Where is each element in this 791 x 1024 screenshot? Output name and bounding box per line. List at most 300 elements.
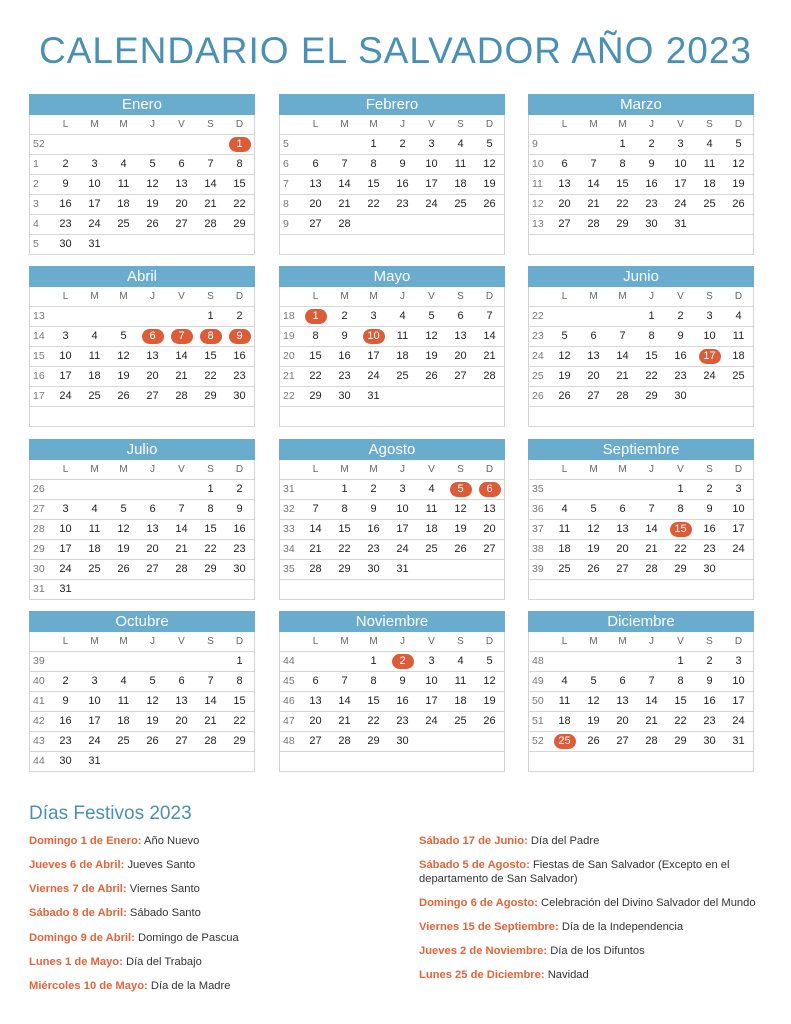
day-cell [695,387,724,407]
day-cell: 25 [80,387,109,407]
month-name: Marzo [528,94,754,115]
day-cell: 4 [724,307,753,327]
week-number: 18 [280,307,301,327]
day-cell: 19 [138,712,167,732]
day-cell [550,652,579,672]
day-cell: 30 [637,215,666,235]
day-cell: 26 [446,540,475,560]
day-cell: 30 [225,387,254,407]
day-cell: 4 [417,480,446,500]
day-cell [475,752,504,772]
day-cell: 13 [301,692,330,712]
holiday-day [167,327,196,347]
week-number-header [280,632,301,652]
week-number: 17 [30,387,51,407]
day-cell: 30 [666,387,695,407]
day-cell [475,560,504,580]
week-number: 31 [30,580,51,600]
day-cell [724,560,753,580]
week-number-header [30,287,51,307]
day-cell [330,752,359,772]
day-cell: 28 [196,732,225,752]
day-cell [637,652,666,672]
day-cell: 8 [359,155,388,175]
day-cell: 7 [579,155,608,175]
holiday-date: Sábado 17 de Junio: [419,835,528,847]
weekday-label: S [446,115,475,135]
day-cell: 21 [301,540,330,560]
day-cell: 12 [724,155,753,175]
day-cell: 12 [138,692,167,712]
holiday-day [138,327,167,347]
day-cell: 13 [167,692,196,712]
day-cell: 14 [637,692,666,712]
day-cell: 2 [225,480,254,500]
day-cell: 11 [695,155,724,175]
month-calendar [29,439,255,600]
day-cell [724,215,753,235]
month-name: Enero [29,94,255,115]
holiday-day [550,732,579,752]
day-cell [167,407,196,427]
day-cell: 8 [608,155,637,175]
holiday-day [196,327,225,347]
day-cell: 31 [80,752,109,772]
month-grid [528,632,754,772]
day-cell: 10 [80,175,109,195]
day-cell: 20 [301,712,330,732]
month-name: Julio [29,439,255,460]
weekday-label: S [695,287,724,307]
day-cell: 3 [51,327,80,347]
holiday-entry [29,834,399,848]
day-cell: 13 [138,347,167,367]
day-cell: 3 [51,500,80,520]
day-cell [167,752,196,772]
day-cell: 11 [550,520,579,540]
weekday-label: M [330,460,359,480]
day-cell [51,407,80,427]
holiday-date: Viernes 7 de Abril: [29,883,127,895]
day-cell [301,407,330,427]
day-cell: 23 [359,540,388,560]
day-cell [138,235,167,255]
day-cell: 11 [550,692,579,712]
day-cell: 30 [359,560,388,580]
day-cell [301,580,330,600]
holiday-description: Día de los Difuntos [550,945,645,957]
day-cell: 3 [417,652,446,672]
day-cell: 25 [80,560,109,580]
holiday-marker: 9 [229,329,251,344]
day-cell: 31 [80,235,109,255]
day-cell [475,235,504,255]
weekday-label: V [167,115,196,135]
day-cell: 24 [51,560,80,580]
weekday-label: D [475,287,504,307]
month-calendar [528,94,754,255]
holiday-entry [419,968,779,982]
day-cell [446,387,475,407]
week-number-header [529,460,550,480]
day-cell [167,135,196,155]
day-cell: 17 [388,520,417,540]
day-cell: 29 [330,560,359,580]
weekday-label: L [301,632,330,652]
week-number: 47 [280,712,301,732]
day-cell [608,652,637,672]
day-cell: 13 [475,500,504,520]
day-cell: 3 [80,672,109,692]
day-cell [196,407,225,427]
day-cell: 21 [637,540,666,560]
day-cell: 28 [330,732,359,752]
day-cell: 24 [80,215,109,235]
day-cell [330,235,359,255]
week-number: 21 [280,367,301,387]
day-cell [446,215,475,235]
week-number: 33 [280,520,301,540]
day-cell: 22 [666,712,695,732]
week-number: 43 [30,732,51,752]
day-cell [330,135,359,155]
day-cell [475,580,504,600]
day-cell: 18 [446,692,475,712]
day-cell: 7 [608,327,637,347]
day-cell: 5 [550,327,579,347]
day-cell: 9 [637,155,666,175]
day-cell [724,235,753,255]
weekday-label: L [301,287,330,307]
day-cell: 21 [167,540,196,560]
week-number: 35 [280,560,301,580]
day-cell: 28 [167,560,196,580]
day-cell: 17 [80,712,109,732]
weekday-label: M [359,287,388,307]
day-cell: 7 [637,500,666,520]
day-cell [666,752,695,772]
day-cell: 8 [637,327,666,347]
day-cell: 17 [51,540,80,560]
day-cell: 16 [666,347,695,367]
day-cell [51,307,80,327]
week-number [280,407,301,427]
day-cell: 24 [388,540,417,560]
day-cell [225,752,254,772]
week-number [529,752,550,772]
day-cell: 4 [109,672,138,692]
day-cell [330,652,359,672]
day-cell [695,580,724,600]
day-cell: 17 [417,175,446,195]
day-cell: 20 [608,712,637,732]
week-number-header [280,287,301,307]
day-cell [579,752,608,772]
day-cell: 29 [666,732,695,752]
day-cell [109,752,138,772]
day-cell: 26 [475,712,504,732]
day-cell [388,215,417,235]
weekday-label: S [196,115,225,135]
day-cell: 5 [417,307,446,327]
day-cell: 31 [359,387,388,407]
day-cell [138,480,167,500]
day-cell: 19 [446,520,475,540]
day-cell: 2 [388,135,417,155]
day-cell: 10 [417,672,446,692]
day-cell: 28 [637,732,666,752]
weekday-label: V [167,632,196,652]
month-calendar [279,439,505,600]
day-cell: 12 [417,327,446,347]
day-cell [417,235,446,255]
day-cell: 27 [608,560,637,580]
holiday-entry [29,906,399,920]
day-cell [109,652,138,672]
day-cell: 10 [51,347,80,367]
weekday-label: M [80,632,109,652]
month-calendar [29,266,255,427]
week-number [280,580,301,600]
day-cell: 13 [446,327,475,347]
day-cell: 4 [550,672,579,692]
weekday-label: L [51,115,80,135]
holiday-entry [419,920,779,934]
week-number: 46 [280,692,301,712]
day-cell: 13 [138,520,167,540]
day-cell: 22 [196,540,225,560]
day-cell [109,407,138,427]
weekday-label: S [446,287,475,307]
day-cell: 15 [359,692,388,712]
day-cell: 12 [446,500,475,520]
day-cell: 21 [196,195,225,215]
week-number: 31 [280,480,301,500]
day-cell: 11 [446,155,475,175]
day-cell: 7 [301,500,330,520]
day-cell [301,652,330,672]
day-cell: 11 [417,500,446,520]
holiday-marker: 1 [229,137,251,152]
day-cell: 29 [608,215,637,235]
day-cell: 19 [109,367,138,387]
day-cell: 11 [109,692,138,712]
holiday-entry [29,979,399,993]
holiday-entry [419,944,779,958]
day-cell [446,560,475,580]
day-cell: 29 [196,387,225,407]
day-cell: 8 [225,672,254,692]
day-cell [724,752,753,772]
day-cell [579,480,608,500]
day-cell [388,387,417,407]
day-cell: 20 [475,520,504,540]
day-cell: 4 [388,307,417,327]
week-number: 1 [30,155,51,175]
day-cell: 22 [225,195,254,215]
day-cell: 13 [167,175,196,195]
holiday-day [388,652,417,672]
day-cell [666,235,695,255]
day-cell: 23 [225,540,254,560]
day-cell: 7 [330,672,359,692]
day-cell [359,407,388,427]
month-name: Diciembre [528,611,754,632]
week-number: 9 [529,135,550,155]
week-number: 26 [30,480,51,500]
day-cell: 10 [51,520,80,540]
day-cell: 19 [109,540,138,560]
weekday-label: L [301,115,330,135]
day-cell [475,215,504,235]
day-cell: 27 [167,215,196,235]
day-cell [579,135,608,155]
day-cell [637,235,666,255]
day-cell [301,235,330,255]
day-cell: 22 [301,367,330,387]
day-cell: 15 [225,692,254,712]
day-cell: 18 [80,540,109,560]
day-cell: 18 [695,175,724,195]
day-cell: 24 [51,387,80,407]
day-cell: 26 [417,367,446,387]
day-cell [475,732,504,752]
month-grid [279,287,505,427]
day-cell: 6 [138,500,167,520]
day-cell: 18 [550,712,579,732]
day-cell: 26 [579,560,608,580]
week-number: 48 [529,652,550,672]
day-cell: 14 [637,520,666,540]
holiday-date: Sábado 8 de Abril: [29,907,127,919]
day-cell [579,652,608,672]
day-cell [417,580,446,600]
day-cell [330,407,359,427]
day-cell [608,407,637,427]
day-cell: 3 [388,480,417,500]
week-number-header [280,460,301,480]
day-cell [80,407,109,427]
day-cell [196,235,225,255]
day-cell: 1 [225,652,254,672]
day-cell: 14 [196,175,225,195]
day-cell [446,752,475,772]
weekday-label: M [359,460,388,480]
day-cell: 12 [475,672,504,692]
day-cell: 6 [301,155,330,175]
weekday-label: S [196,287,225,307]
day-cell [550,307,579,327]
week-number: 38 [529,540,550,560]
month-calendar [279,611,505,772]
day-cell: 5 [138,672,167,692]
day-cell: 11 [109,175,138,195]
day-cell [446,732,475,752]
day-cell: 4 [695,135,724,155]
day-cell: 16 [51,195,80,215]
day-cell: 17 [666,175,695,195]
day-cell: 20 [167,712,196,732]
day-cell: 27 [301,732,330,752]
day-cell: 30 [695,560,724,580]
holiday-date: Domingo 9 de Abril: [29,932,135,944]
day-cell [695,752,724,772]
month-calendar [29,94,255,255]
weekday-label: L [51,287,80,307]
holiday-day [695,347,724,367]
week-number: 32 [280,500,301,520]
day-cell: 28 [637,560,666,580]
weekday-label: M [330,632,359,652]
day-cell [225,235,254,255]
weekday-label: D [225,287,254,307]
day-cell: 11 [388,327,417,347]
day-cell [109,580,138,600]
week-number-header [529,287,550,307]
day-cell: 28 [196,215,225,235]
day-cell: 20 [167,195,196,215]
day-cell: 7 [196,672,225,692]
weekday-label: L [550,460,579,480]
day-cell: 3 [80,155,109,175]
month-name: Abril [29,266,255,287]
weekday-label: M [608,632,637,652]
day-cell: 22 [359,712,388,732]
day-cell: 24 [417,195,446,215]
day-cell: 1 [637,307,666,327]
weekday-label: J [388,115,417,135]
week-number: 14 [30,327,51,347]
week-number: 10 [529,155,550,175]
day-cell: 21 [608,367,637,387]
weekday-label: M [330,115,359,135]
day-cell: 3 [417,135,446,155]
day-cell: 24 [695,367,724,387]
month-grid [528,287,754,427]
holiday-day [225,327,254,347]
day-cell: 28 [330,215,359,235]
week-number: 52 [30,135,51,155]
day-cell: 26 [109,387,138,407]
holiday-date: Viernes 15 de Septiembre: [419,921,559,933]
weekday-label: L [51,460,80,480]
weekday-label: V [167,460,196,480]
day-cell: 16 [225,520,254,540]
month-name: Agosto [279,439,505,460]
day-cell [225,407,254,427]
day-cell: 18 [446,175,475,195]
holiday-marker: 15 [670,522,692,537]
week-number: 29 [30,540,51,560]
week-number: 50 [529,692,550,712]
holiday-entry [29,931,399,945]
day-cell: 8 [666,672,695,692]
day-cell: 16 [225,347,254,367]
day-cell: 1 [608,135,637,155]
holiday-description: Sábado Santo [129,907,201,919]
weekday-label: L [301,460,330,480]
day-cell: 19 [550,367,579,387]
day-cell: 17 [724,520,753,540]
weekday-label: S [695,115,724,135]
week-number-header [30,460,51,480]
day-cell: 29 [637,387,666,407]
day-cell: 1 [359,135,388,155]
day-cell: 2 [51,155,80,175]
week-number [529,235,550,255]
weekday-label: V [417,460,446,480]
holiday-description: Día del Trabajo [125,956,202,968]
